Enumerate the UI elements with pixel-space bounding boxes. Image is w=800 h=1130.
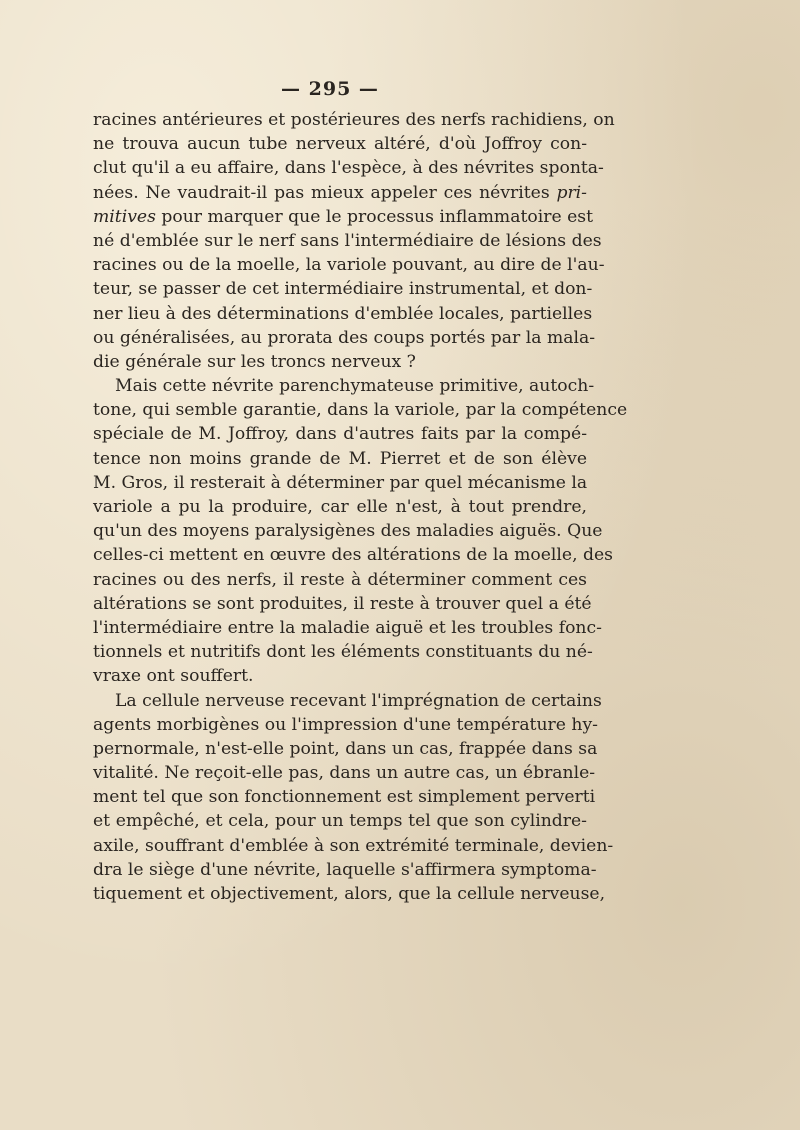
line-text: M. Gros, il resterait à déterminer par quel mécanisme la	[93, 472, 588, 493]
text-line	[93, 277, 593, 301]
text-line	[93, 132, 587, 156]
text-line	[93, 834, 614, 858]
line-text: ne trouva aucun tube nerveux altéré, d'où Joffroy con-	[93, 134, 587, 155]
line-text: agents morbigènes ou l'impression d'une température hy-	[93, 714, 598, 735]
text-line	[93, 689, 602, 713]
line-text: tone, qui semble garantie, dans la variole, par la compétence	[93, 400, 628, 421]
line-text: vitalité. Ne reçoit-elle pas, dans un autre cas, un ébranle-	[93, 763, 596, 784]
text-line	[93, 785, 596, 809]
text-line	[93, 737, 598, 761]
text-line	[93, 640, 593, 664]
line-text: pour marquer que le processus inflammatoire est	[161, 206, 593, 227]
line-text: teur, se passer de cet intermédiaire instrumental, et don-	[93, 279, 593, 300]
line-text: tence non moins grande de M. Pierret et de son élève	[93, 448, 587, 469]
line-text: celles-ci mettent en œuvre des altérations de la moelle, des	[93, 545, 613, 566]
line-text: La cellule nerveuse recevant l'imprégnation de certains	[115, 690, 602, 711]
text-line	[93, 809, 587, 833]
text-line	[93, 592, 592, 616]
text-line	[93, 253, 605, 277]
line-text: ou généralisées, au prorata des coups portés par la mala-	[93, 327, 596, 348]
text-line	[93, 713, 598, 737]
text-line	[93, 326, 596, 350]
line-text: tiquement et objectivement, alors, que la cellule nerveuse,	[93, 884, 606, 904]
line-text: qu'un des moyens paralysigènes des maladies aiguës. Que	[93, 521, 603, 542]
italic-text: mitives	[93, 206, 156, 227]
line-text: né d'emblée sur le nerf sans l'intermédiaire de lésions des	[93, 230, 602, 251]
text-line	[93, 761, 596, 785]
line-text: vraxe ont souffert.	[93, 666, 254, 687]
line-text: ment tel que son fonctionnement est simplement perverti	[93, 787, 596, 808]
text-line	[93, 858, 597, 882]
line-text: die générale sur les troncs nerveux ?	[93, 351, 416, 372]
line-text: pernormale, n'est-elle point, dans un cas, frappée dans sa	[93, 738, 598, 759]
page-number: — 295 —	[281, 78, 379, 100]
line-text: et empêché, et cela, pour un temps tel que son cylindre-	[93, 811, 587, 832]
text-line	[93, 568, 587, 592]
text-line	[93, 616, 602, 640]
line-text: clut qu'il a eu affaire, dans l'espèce, à des névrites sponta-	[93, 158, 604, 179]
text-line	[93, 181, 587, 205]
text-line	[93, 471, 587, 495]
line-text: racines ou des nerfs, il reste à déterminer comment ces	[93, 569, 587, 590]
line-text: variole a pu la produire, car elle n'est, à tout prendre,	[93, 497, 587, 517]
text-line	[93, 882, 606, 906]
text-line	[93, 156, 604, 180]
text-line	[93, 664, 587, 688]
text-line	[93, 543, 613, 567]
text-line	[93, 302, 593, 326]
line-text: racines antérieures et postérieures des nerfs rachidiens, on	[93, 110, 615, 130]
text-line	[93, 495, 587, 519]
text-line	[93, 108, 615, 132]
text-line	[93, 350, 587, 374]
line-text: altérations se sont produites, il reste à trouver quel a été	[93, 593, 592, 614]
line-text: tionnels et nutritifs dont les éléments constituants du né-	[93, 642, 593, 663]
text-line	[93, 374, 595, 398]
line-text: ner lieu à des déterminations d'emblée locales, partielles	[93, 303, 593, 324]
body-text	[93, 108, 628, 906]
line-text: l'intermédiaire entre la maladie aiguë et les troubles fonc-	[93, 617, 602, 638]
text-line	[93, 447, 587, 471]
line-text: axile, souffrant d'emblée à son extrémité terminale, devien-	[93, 835, 614, 856]
text-line	[93, 519, 603, 543]
line-text: spéciale de M. Joffroy, dans d'autres faits par la compé-	[93, 424, 587, 445]
text-line	[93, 205, 593, 229]
line-text: Mais cette névrite parenchymateuse primitive, autoch-	[115, 376, 595, 397]
line-text: nées. Ne vaudrait-il pas mieux appeler ces névrites	[93, 182, 550, 203]
text-line	[93, 229, 602, 253]
italic-text: pri-	[556, 182, 587, 203]
line-text: dra le siège d'une névrite, laquelle s'affirmera symptoma-	[93, 859, 597, 880]
line-text: racines ou de la moelle, la variole pouvant, au dire de l'au-	[93, 255, 605, 276]
text-line	[93, 398, 628, 422]
text-line	[93, 422, 587, 446]
